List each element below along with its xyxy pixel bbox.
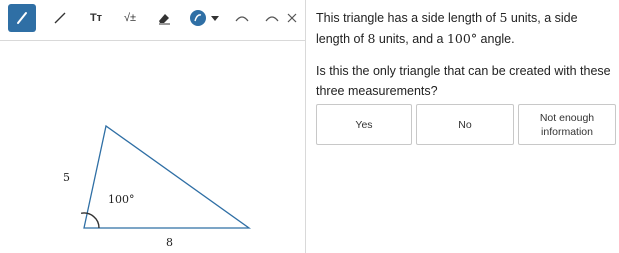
problem-text: units, a side length of [316,11,578,46]
text-icon: Tт [89,12,103,24]
problem-text: units, and a [375,31,447,46]
text-tool[interactable] [82,4,110,32]
triangle-shape [84,126,249,228]
close-icon [286,12,298,24]
undo-tool[interactable] [228,4,256,32]
question-text: Is this the only triangle that can be created with these three measurements? [316,64,611,98]
choice-label: No [458,118,472,131]
problem-statement [316,8,611,49]
pencil-tool[interactable] [8,4,36,32]
pen-color-icon [190,10,206,26]
drawing-toolbar [0,0,305,41]
choice-label: Not enough information [539,111,595,138]
choice-label: Yes [355,118,373,131]
choice-no[interactable] [416,104,514,145]
eraser-tool[interactable] [150,4,178,32]
line-icon [52,10,68,26]
sqrt-icon: √± [123,12,137,24]
side-label-bottom: 8 [166,236,173,249]
angle-label: 100° [108,193,135,206]
side-value-5: 5 [499,10,508,25]
chevron-down-icon [210,13,220,23]
problem-text: angle. [477,31,515,46]
choice-not-enough-information[interactable] [518,104,616,145]
line-tool[interactable] [46,4,74,32]
angle-arc [81,213,99,228]
problem-text: This triangle has a side length of [316,11,500,25]
clear-tool[interactable] [278,4,306,32]
pencil-icon [14,10,30,26]
undo-icon [234,10,250,26]
math-tool[interactable] [116,4,144,32]
color-tool[interactable] [186,4,224,32]
choice-yes[interactable] [316,104,412,145]
scratchpad-pane [0,0,305,253]
side-value-8: 8 [367,30,376,46]
eraser-icon [156,10,172,26]
question-pane [306,0,619,253]
side-label-left: 5 [63,171,70,184]
triangle-figure [0,110,305,253]
angle-value: 100° [446,30,478,46]
